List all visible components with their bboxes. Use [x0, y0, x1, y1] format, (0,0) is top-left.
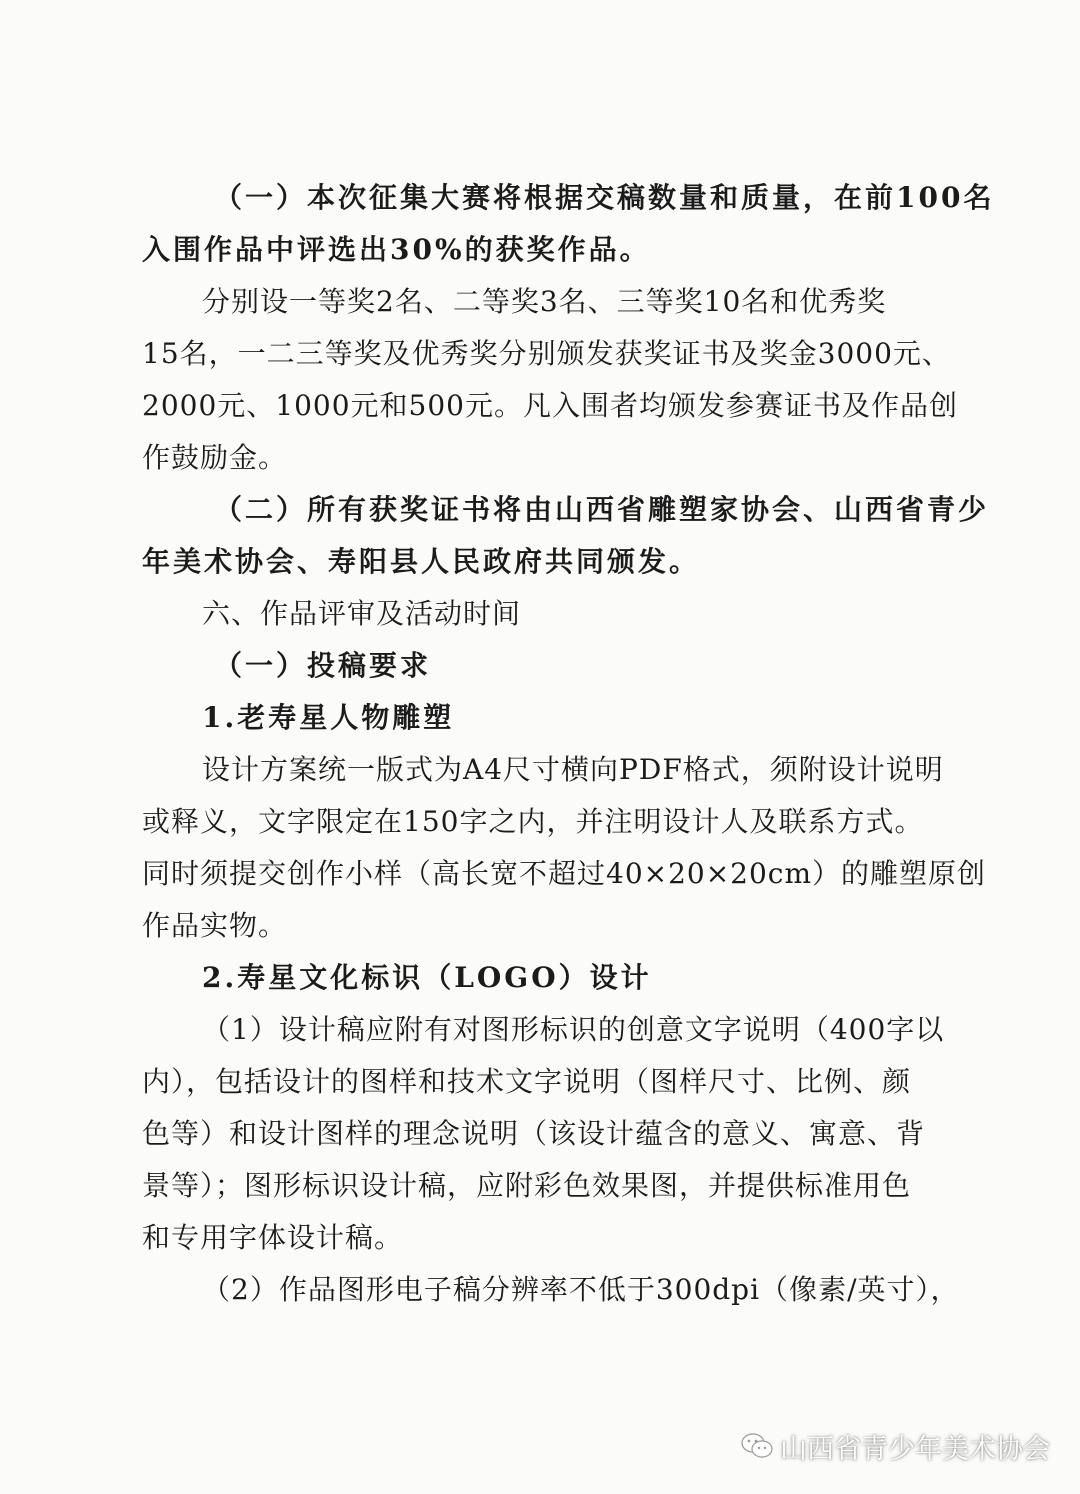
sculpture-line-1: 设计方案统一版式为A4尺寸横向PDF格式，须附设计说明	[202, 753, 944, 786]
prize-line-2: 15名，一二三等奖及优秀奖分别颁发获奖证书及奖金3000元、	[142, 337, 951, 370]
logo-requirement-line-1: （1）设计稿应附有对图形标识的创意文字说明（400字以	[202, 1013, 945, 1046]
logo-requirement-line-4: 景等）；图形标识设计稿，应附彩色效果图，并提供标准用色	[142, 1169, 912, 1202]
sculpture-line-2: 或释义，文字限定在150字之内，并注明设计人及联系方式。	[142, 805, 924, 838]
prize-line-4: 作鼓励金。	[142, 441, 288, 474]
resolution-requirement-line-1: （2）作品图形电子稿分辨率不低于300dpi（像素/英寸），	[202, 1273, 960, 1306]
section-heading-6: 六、作品评审及活动时间	[202, 597, 522, 630]
subsection-heading-submission: （一）投稿要求	[214, 649, 432, 682]
award-rule-line-1: （一）本次征集大赛将根据交稿数量和质量，在前100名	[214, 181, 995, 214]
sculpture-line-3: 同时须提交创作小样（高长宽不超过40×20×20cm）的雕塑原创	[142, 857, 987, 890]
award-rule-line-2: 入围作品中评选出30%的获奖作品。	[142, 233, 651, 266]
watermark-text: 山西省青少年美术协会	[780, 1433, 1050, 1465]
prize-line-3: 2000元、1000元和500元。凡入围者均颁发参赛证书及作品创	[142, 389, 958, 422]
wechat-icon	[740, 1432, 774, 1460]
item-heading-sculpture: 1.老寿星人物雕塑	[202, 701, 455, 734]
logo-requirement-line-5: 和专用字体设计稿。	[142, 1221, 404, 1254]
certificate-line-2: 年美术协会、寿阳县人民政府共同颁发。	[142, 545, 701, 578]
sculpture-line-4: 作品实物。	[142, 909, 288, 942]
prize-line-1: 分别设一等奖2名、二等奖3名、三等奖10名和优秀奖	[202, 285, 887, 318]
logo-requirement-line-3: 色等）和设计图样的理念说明（该设计蕴含的意义、寓意、背	[142, 1117, 926, 1150]
logo-requirement-line-2: 内），包括设计的图样和技术文字说明（图样尺寸、比例、颜	[142, 1065, 912, 1098]
item-heading-logo: 2.寿星文化标识（LOGO）设计	[202, 961, 652, 994]
wechat-watermark	[740, 1426, 1050, 1466]
certificate-line-1: （二）所有获奖证书将由山西省雕塑家协会、山西省青少	[214, 493, 990, 526]
